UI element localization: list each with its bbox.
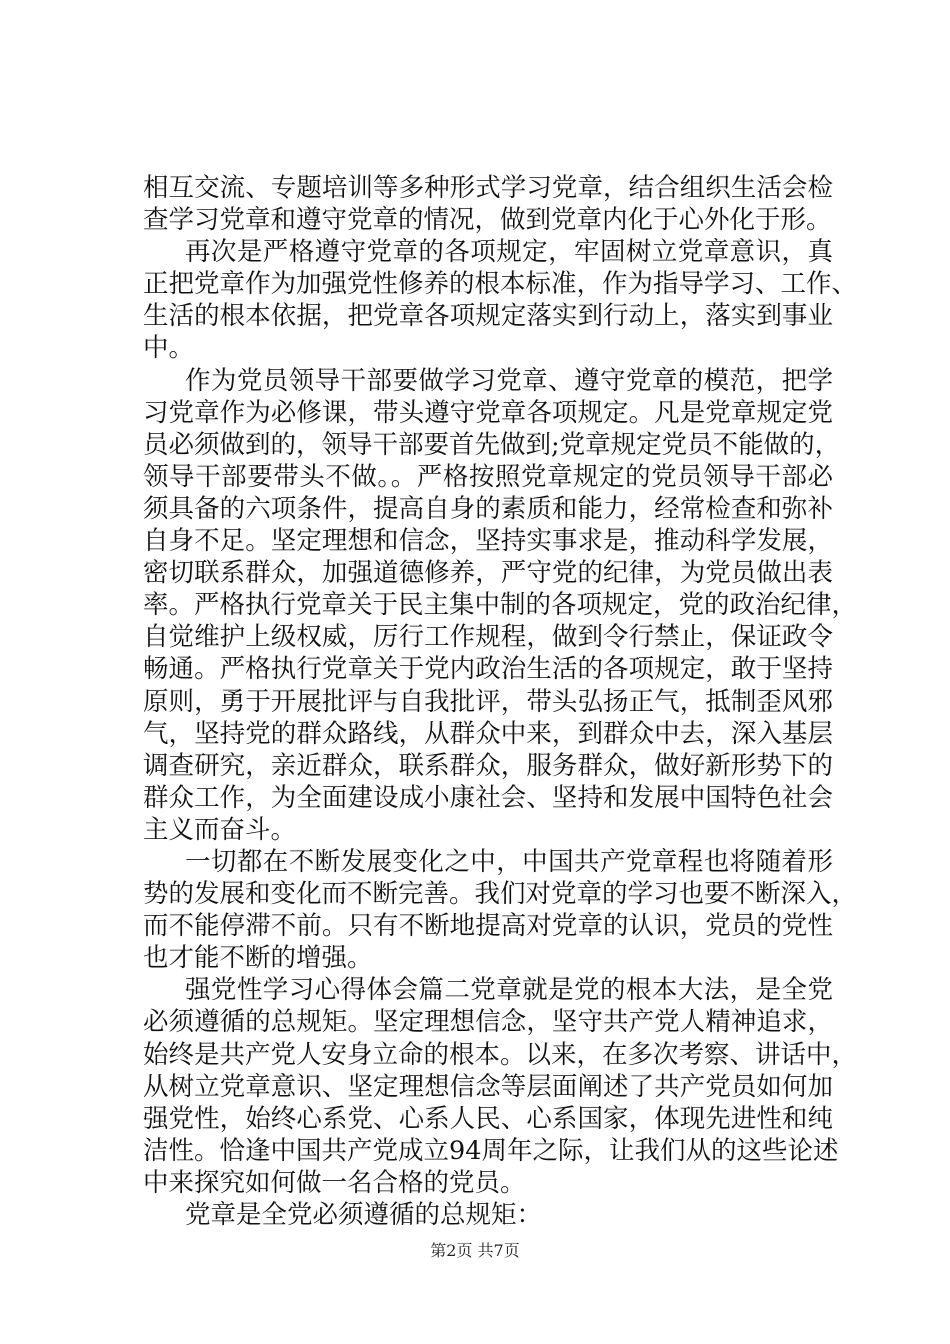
text-line: 习党章作为必修课，带头遵守党章各项规定。凡是党章规定党 <box>143 397 833 428</box>
text-line: 相互交流、专题培训等多种形式学习党章，结合组织生活会检 <box>143 173 833 203</box>
text-line: 畅通。严格执行党章关于党内政治生活的各项规定，敢于坚持 <box>143 654 833 685</box>
text-line: 从树立党章意识、坚定理想信念等层面阐述了共产党员如何加 <box>143 1071 833 1102</box>
text-line: 党章是全党必须遵循的总规矩： <box>185 1200 543 1230</box>
text-line: 正把党章作为加强党性修养的根本标准，作为指导学习、工作、 <box>143 269 858 300</box>
text-line: 调查研究，亲近群众，联系群众，服务群众，做好新形势下的 <box>143 750 833 781</box>
text-line: 领导干部要带头不做。。严格按照党章规定的党员领导干部必 <box>143 461 833 492</box>
text-line: 作为党员领导干部要做学习党章、遵守党章的模范，把学 <box>185 365 833 396</box>
page-number-label: 第2页 共7页 <box>430 1241 520 1260</box>
text-line: 强党性，始终心系党、心系人民、心系国家，体现先进性和纯 <box>143 1103 833 1134</box>
text-line: 自觉维护上级权威，厉行工作规程，做到令行禁止，保证政令 <box>143 622 833 653</box>
text-line: 群众工作，为全面建设成小康社会、坚持和发展中国特色社会 <box>143 782 833 813</box>
text-line: 再次是严格遵守党章的各项规定，牢固树立党章意识，真 <box>185 237 833 268</box>
text-line: 必须遵循的总规矩。坚定理想信念，坚守共产党人精神追求， <box>143 1007 833 1038</box>
text-line: 一切都在不断发展变化之中，中国共产党章程也将随着形 <box>185 846 833 877</box>
text-line: 强党性学习心得体会篇二党章就是党的根本大法，是全党 <box>185 975 833 1006</box>
document-body <box>143 172 858 1231</box>
text-line: 主义而奋斗。 <box>143 814 297 845</box>
text-line: 洁性。恰逢中国共产党成立94周年之际，让我们从的这些论述 <box>143 1135 839 1166</box>
text-line: 始终是共产党人安身立命的根本。以来，在多次考察、讲话中， <box>143 1039 858 1070</box>
text-line: 须具备的六项条件，提高自身的素质和能力，经常检查和弥补 <box>143 493 833 524</box>
text-line: 也才能不断的增强。 <box>143 943 373 974</box>
text-line: 员必须做到的，领导干部要首先做到;党章规定党员不能做的， <box>143 429 841 460</box>
text-line: 率。严格执行党章关于民主集中制的各项规定，党的政治纪律， <box>143 590 858 621</box>
text-line: 气，坚持党的群众路线，从群众中来，到群众中去，深入基层 <box>143 718 833 749</box>
text-line: 原则，勇于开展批评与自我批评，带头弘扬正气，抵制歪风邪 <box>143 686 833 717</box>
page-footer <box>0 1241 950 1261</box>
text-line: 势的发展和变化而不断完善。我们对党章的学习也要不断深入， <box>143 879 858 910</box>
text-line: 而不能停滞不前。只有不断地提高对党章的认识，党员的党性 <box>143 911 833 942</box>
text-line: 生活的根本依据，把党章各项规定落实到行动上，落实到事业 <box>143 301 833 332</box>
text-line: 查学习党章和遵守党章的情况，做到党章内化于心外化于形。 <box>143 205 832 236</box>
text-line: 中。 <box>143 333 195 364</box>
text-line: 中来探究如何做一名合格的党员。 <box>143 1167 526 1198</box>
text-line: 密切联系群众，加强道德修养，严守党的纪律，为党员做出表 <box>143 558 833 589</box>
text-line: 自身不足。坚定理想和信念，坚持实事求是，推动科学发展， <box>143 526 833 557</box>
